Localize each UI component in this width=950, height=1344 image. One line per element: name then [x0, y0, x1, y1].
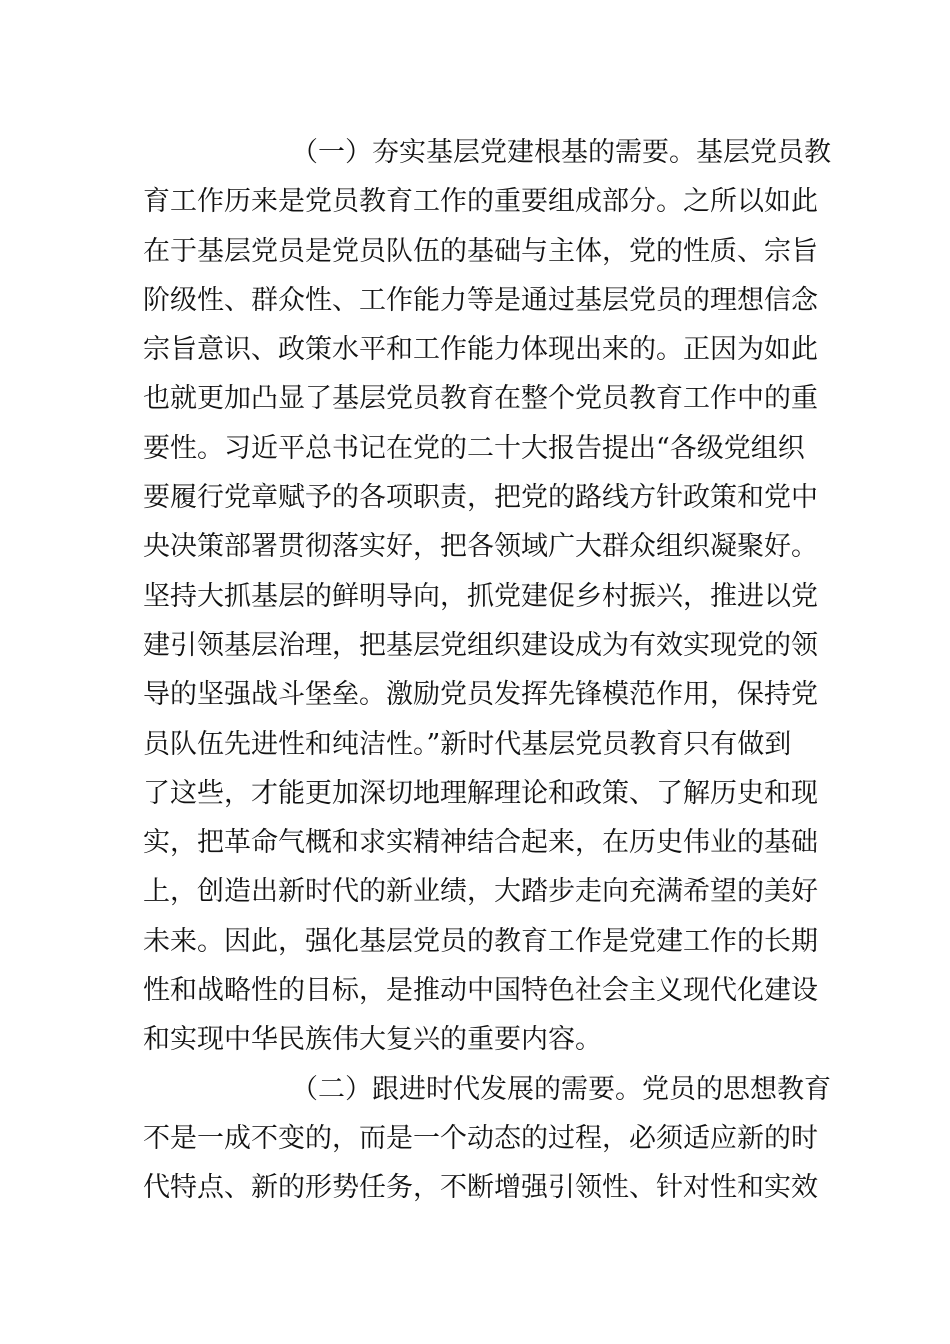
- text-line: 也就更加凸显了基层党员教育在整个党员教育工作中的重: [143, 383, 818, 415]
- text-line: （二）跟进时代发展的需要。党员的思想教育: [291, 1073, 831, 1105]
- body-text: [143, 128, 831, 1213]
- text-line: 要履行党章赋予的各项职责，把党的路线方针政策和党中: [143, 482, 818, 514]
- text-line: 坚持大抓基层的鲜明导向，抓党建促乡村振兴，推进以党: [143, 580, 818, 612]
- text-line: 员队伍先进性和纯洁性。”新时代基层党员教育只有做到: [143, 728, 792, 760]
- paragraph-2: [143, 1065, 831, 1213]
- text-line: 了这些，才能更加深切地理解理论和政策、了解历史和现: [143, 777, 818, 809]
- text-line: 建引领基层治理，把基层党组织建设成为有效实现党的领: [143, 629, 818, 661]
- text-line: 实，把革命气概和求实精神结合起来，在历史伟业的基础: [143, 827, 818, 859]
- text-line: 上，创造出新时代的新业绩，大踏步走向充满希望的美好: [143, 876, 818, 908]
- text-line: 代特点、新的形势任务，不断增强引领性、针对性和实效: [143, 1172, 818, 1204]
- text-line: 宗旨意识、政策水平和工作能力体现出来的。正因为如此: [143, 334, 818, 366]
- text-line: 阶级性、群众性、工作能力等是通过基层党员的理想信念: [143, 284, 818, 316]
- text-line: 在于基层党员是党员队伍的基础与主体，党的性质、宗旨: [143, 235, 818, 267]
- text-line: 导的坚强战斗堡垒。激励党员发挥先锋模范作用，保持党: [143, 679, 818, 711]
- text-line: 育工作历来是党员教育工作的重要组成部分。之所以如此: [143, 186, 818, 218]
- text-line: 未来。因此，强化基层党员的教育工作是党建工作的长期: [143, 925, 818, 957]
- text-line: 要性。习近平总书记在党的二十大报告提出“各级党组织: [143, 432, 805, 464]
- text-line: 性和战略性的目标，是推动中国特色社会主义现代化建设: [143, 975, 818, 1007]
- paragraph-1: [143, 128, 831, 1065]
- text-line: （一）夯实基层党建根基的需要。基层党员教: [291, 137, 831, 168]
- text-line: 不是一成不变的，而是一个动态的过程，必须适应新的时: [143, 1122, 818, 1154]
- text-line: 央决策部署贯彻落实好，把各领域广大群众组织凝聚好。: [143, 531, 818, 563]
- text-line: 和实现中华民族伟大复兴的重要内容。: [143, 1024, 602, 1056]
